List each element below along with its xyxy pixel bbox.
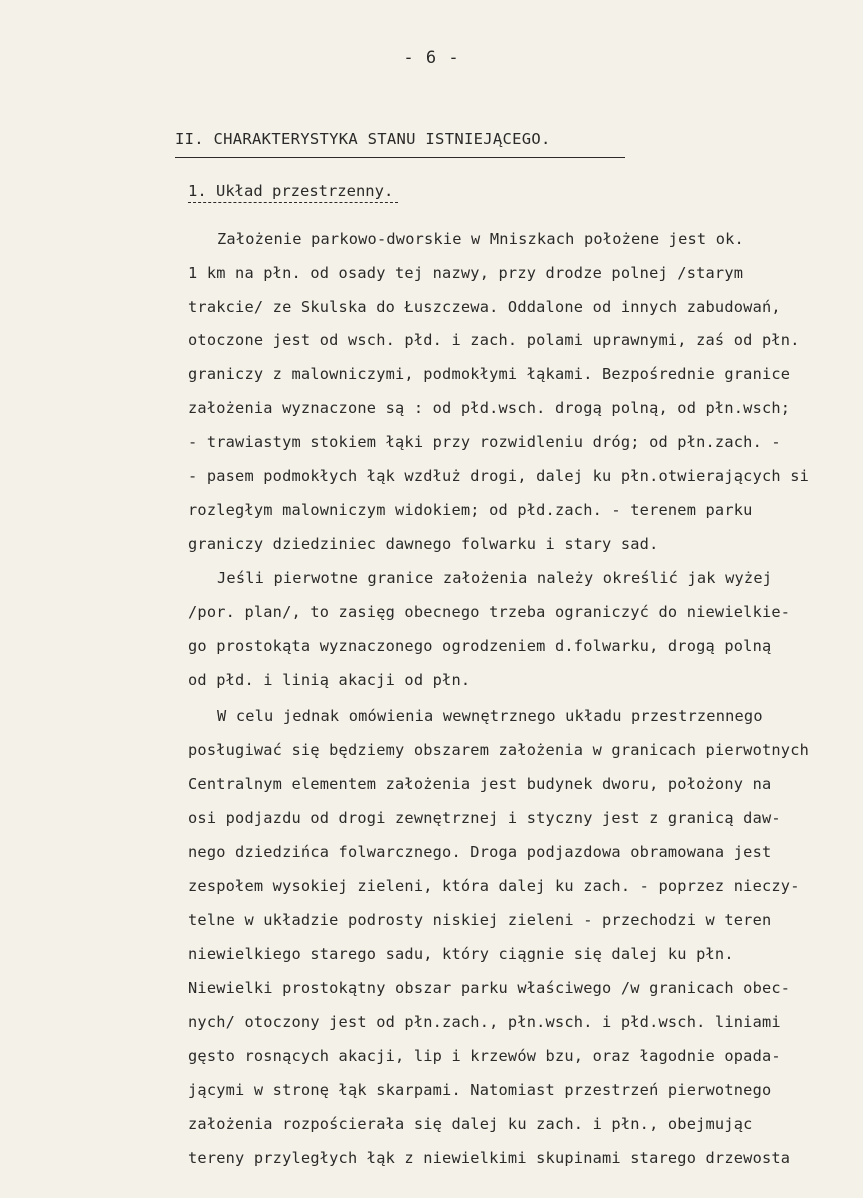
text-line: założenia wyznaczone są : od płd.wsch. drogą polną, od płn.wsch; bbox=[188, 399, 791, 417]
text-line: Założenie parkowo-dworskie w Mniszkach położene jest ok. bbox=[217, 230, 744, 248]
text-line: otoczone jest od wsch. płd. i zach. polami uprawnymi, zaś od płn. bbox=[188, 331, 800, 349]
text-line: rozległym malowniczym widokiem; od płd.zach. - terenem parku bbox=[188, 501, 753, 519]
text-line: posługiwać się będziemy obszarem założenia w granicach pierwotnych bbox=[188, 741, 810, 759]
text-line: Jeśli pierwotne granice założenia należy określić jak wyżej bbox=[217, 569, 773, 587]
text-line: założenia rozpościerała się dalej ku zach. i płn., obejmując bbox=[188, 1115, 753, 1133]
text-line: /por. plan/, to zasięg obecnego trzeba ograniczyć do niewielkie- bbox=[188, 603, 791, 621]
subsection-heading: 1. Układ przestrzenny. bbox=[188, 182, 394, 200]
text-line: - trawiastym stokiem łąki przy rozwidleniu dróg; od płn.zach. - bbox=[188, 433, 781, 451]
text-line: nego dziedzińca folwarcznego. Droga podjazdowa obramowana jest bbox=[188, 843, 772, 861]
text-line: 1 km na płn. od osady tej nazwy, przy drodze polnej /starym bbox=[188, 264, 744, 282]
text-line: od płd. i linią akacji od płn. bbox=[188, 671, 471, 689]
text-line: go prostokąta wyznaczonego ogrodzeniem d.folwarku, drogą polną bbox=[188, 637, 772, 655]
text-line: Niewielki prostokątny obszar parku właściwego /w granicach obec- bbox=[188, 979, 791, 997]
section-heading: II. CHARAKTERYSTYKA STANU ISTNIEJĄCEGO. bbox=[175, 130, 551, 148]
text-line: nych/ otoczony jest od płn.zach., płn.wsch. i płd.wsch. liniami bbox=[188, 1013, 781, 1031]
text-line: zespołem wysokiej zieleni, która dalej ku zach. - poprzez nieczy- bbox=[188, 877, 800, 895]
text-line: tereny przyległych łąk z niewielkimi skupinami starego drzewosta bbox=[188, 1149, 791, 1167]
text-line: gęsto rosnących akacji, lip i krzewów bzu, oraz łagodnie opada- bbox=[188, 1047, 781, 1065]
text-line: graniczy z malowniczymi, podmokłymi łąkami. Bezpośrednie granice bbox=[188, 365, 791, 383]
text-line: W celu jednak omówienia wewnętrznego układu przestrzennego bbox=[217, 707, 763, 725]
text-line: trakcie/ ze Skulska do Łuszczewa. Oddalone od innych zabudowań, bbox=[188, 298, 781, 316]
text-line: - pasem podmokłych łąk wzdłuż drogi, dalej ku płn.otwierających si bbox=[188, 467, 810, 485]
page-number: - 6 - bbox=[403, 48, 460, 68]
text-line: telne w układzie podrosty niskiej zieleni - przechodzi w teren bbox=[188, 911, 772, 929]
text-line: niewielkiego starego sadu, który ciągnie się dalej ku płn. bbox=[188, 945, 734, 963]
text-line: osi podjazdu od drogi zewnętrznej i styczny jest z granicą daw- bbox=[188, 809, 781, 827]
text-line: Centralnym elementem założenia jest budynek dworu, położony na bbox=[188, 775, 772, 793]
text-line: graniczy dziedziniec dawnego folwarku i stary sad. bbox=[188, 535, 659, 553]
text-line: jącymi w stronę łąk skarpami. Natomiast przestrzeń pierwotnego bbox=[188, 1081, 772, 1099]
